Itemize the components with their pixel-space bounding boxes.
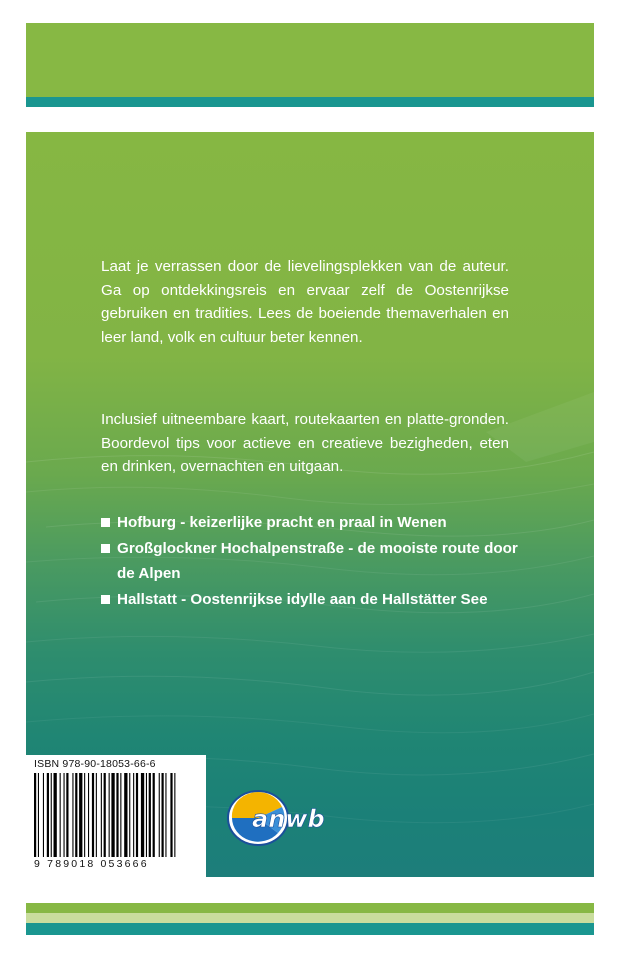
highlight-text: Großglockner Hochalpenstraße - de mooiste route door de Alpen <box>117 540 518 582</box>
bottom-teal-stripe <box>26 923 594 935</box>
anwb-logo <box>226 787 338 854</box>
isbn-label: ISBN 978-90-18053-66-6 <box>34 758 156 770</box>
bottom-green-band <box>26 903 594 913</box>
barcode-bars <box>34 773 200 857</box>
highlight-item <box>101 536 531 586</box>
barcode-digits: 9 789018 053666 <box>34 858 149 870</box>
highlight-text: Hofburg - keizerlijke pracht en praal in Wenen <box>117 514 447 531</box>
bottom-light-green-band <box>26 913 594 923</box>
barcode-box <box>26 755 206 877</box>
blurb-paragraph-1: Laat je verrassen door de lievelingsplekken van de auteur. Ga op ontdekkingsreis en ervaar zelf de Oostenrijkse gebruiken en tradities. Lees de boeiende themaverhalen en leer land, volk en cultuur beter kennen. <box>101 258 509 346</box>
square-bullet-icon <box>101 595 110 604</box>
top-green-band <box>26 23 594 97</box>
logo-text: anwb <box>252 805 325 833</box>
square-bullet-icon <box>101 518 110 527</box>
highlight-item <box>101 510 531 535</box>
highlight-text: Hallstatt - Oostenrijkse idylle aan de Hallstätter See <box>117 591 488 608</box>
blurb-paragraph-2: Inclusief uitneembare kaart, routekaarten en platte-gronden. Boordevol tips voor actieve en creatieve bezigheden, eten en drinken, overnachten en uitgaan. <box>101 411 509 476</box>
highlight-item <box>101 587 531 612</box>
anwb-logo-icon <box>226 787 338 849</box>
top-teal-stripe <box>26 97 594 107</box>
highlights-list <box>101 510 531 613</box>
square-bullet-icon <box>101 544 110 553</box>
